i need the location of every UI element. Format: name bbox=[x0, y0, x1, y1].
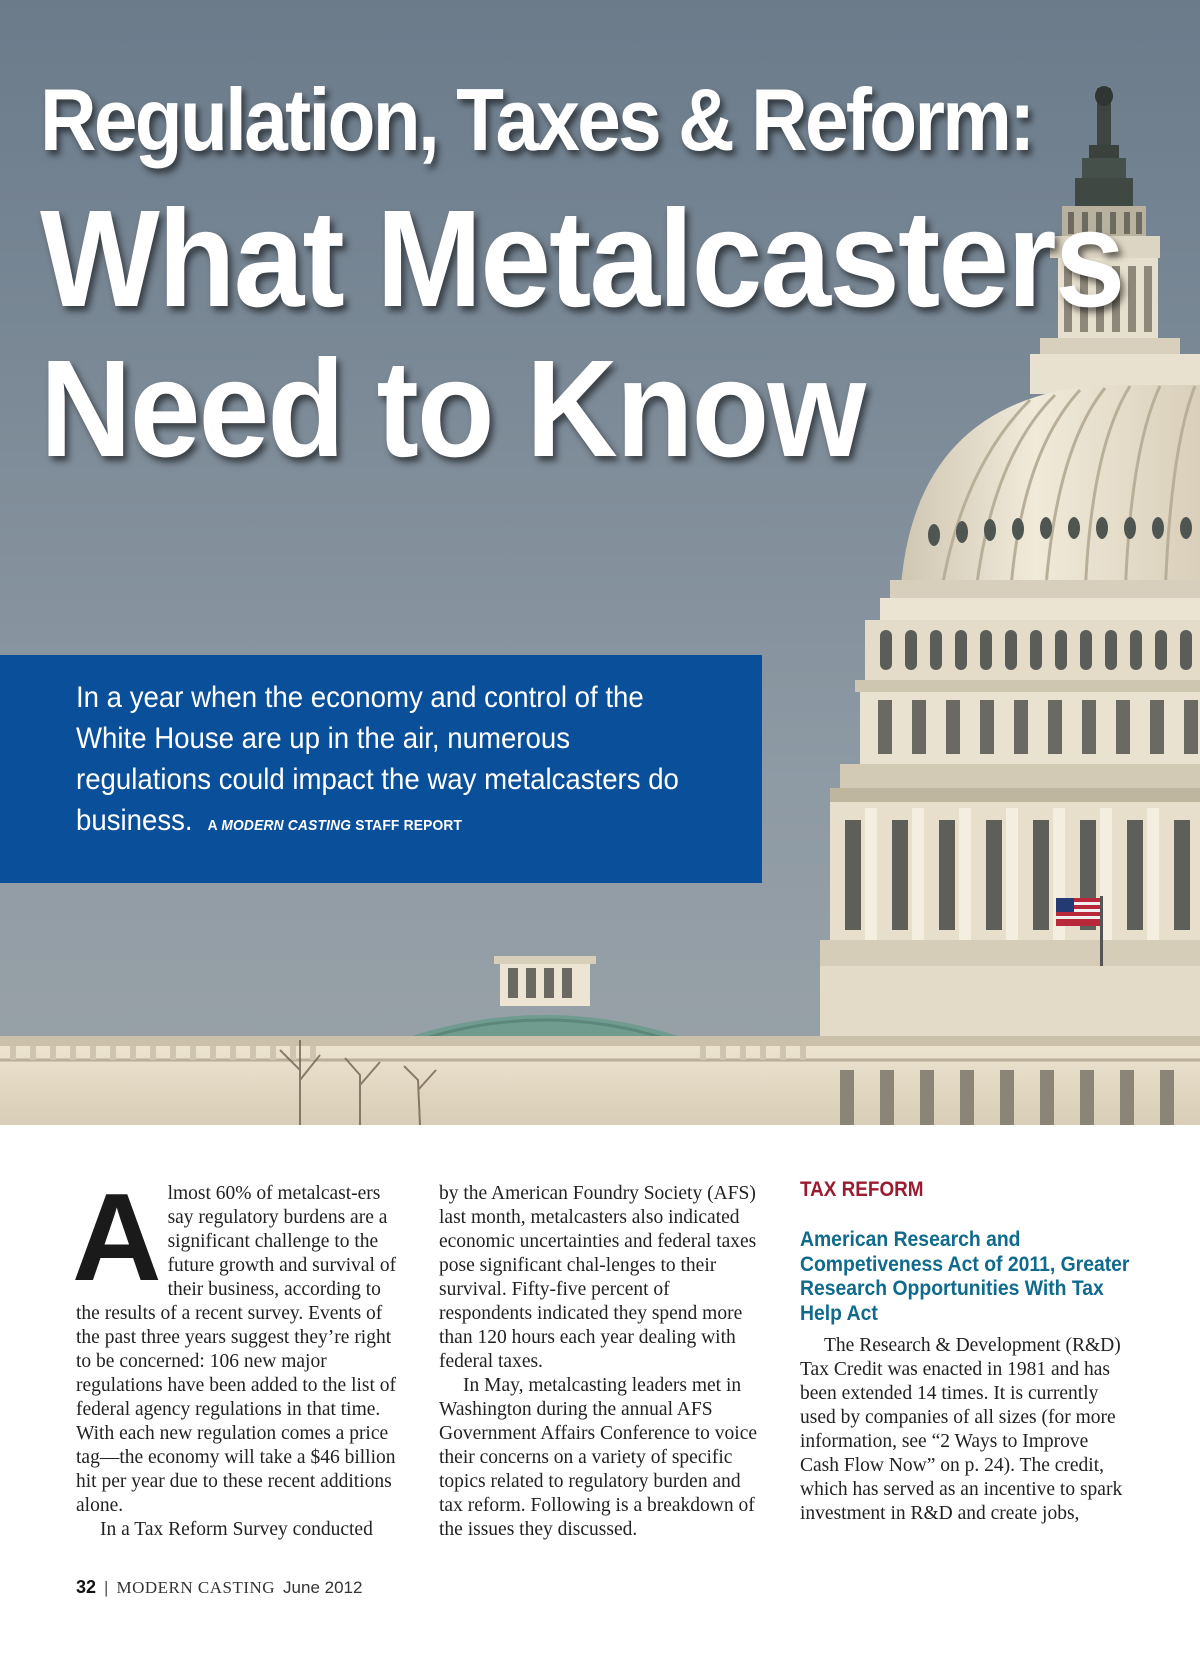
article-column-2 bbox=[439, 1182, 764, 1542]
drop-cap: A bbox=[72, 1169, 162, 1307]
cupola bbox=[400, 956, 690, 1040]
deck-text: In a year when the economy and control of the White House are up in the air, numerous regulations could impact the way metalcasters do business. bbox=[76, 681, 679, 837]
deck-box bbox=[0, 655, 762, 883]
paragraph-rd-credit: The Research & Development (R&D) Tax Credit was enacted in 1981 and has been extended 14 times. It is currently used by companies of all sizes (for more information, see “2 Ways to Improve Cash Flow Now” on p. 24). The credit, which has served as an incentive to spark investment in R&D and create jobs, bbox=[800, 1335, 1123, 1524]
headline-line-1: Regulation, Taxes & Reform: bbox=[40, 70, 1033, 169]
page-number: 32 bbox=[76, 1577, 97, 1597]
upper-drum bbox=[830, 620, 1200, 802]
footer-publication: MODERN CASTING bbox=[116, 1578, 276, 1597]
article-column-1 bbox=[72, 1169, 398, 1542]
headline-line-2: What Metalcasters bbox=[40, 182, 1124, 336]
capitol-building-base bbox=[0, 966, 1200, 1125]
paragraph-survey-cont: by the American Foundry Society (AFS) last month, metalcasters also indicated economic uncertainties and federal taxes pose significant chal-lenges to their survival. Fifty-five percent of respondents indicated they spend more than 120 hours each year dealing with federal taxes. bbox=[439, 1183, 757, 1372]
headline-line-3: Need to Know bbox=[40, 332, 865, 486]
paragraph-survey-start: In a Tax Reform Survey conducted bbox=[100, 1519, 373, 1540]
colonnade bbox=[820, 802, 1200, 966]
footer-separator: | bbox=[104, 1578, 109, 1597]
byline-publication: MODERN CASTING bbox=[221, 817, 352, 834]
footer-date: June 2012 bbox=[283, 1578, 363, 1597]
page-footer bbox=[76, 1577, 362, 1598]
headline bbox=[40, 70, 1190, 484]
section-label-tax-reform: TAX REFORM bbox=[800, 1178, 924, 1201]
paragraph-intro: lmost 60% of metalcast-ers say regulatory burdens are a significant challenge to the future growth and survival of their business, according to the results of a recent survey. Events of the past three years suggest they’re right to be concerned: 106 new major regulations have been added to the list of federal agency regulations in that time. With each new regulation comes a price tag—the economy will take a $46 billion hit per year due to these recent additions alone. bbox=[76, 1183, 397, 1516]
subhead-research-act: American Research and Competiveness Act of 2011, Greater Research Opportunities With Tax Help Act bbox=[800, 1227, 1130, 1325]
article-column-3 bbox=[800, 1334, 1130, 1526]
byline bbox=[208, 817, 463, 834]
paragraph-conference: In May, metalcasting leaders met in Washington during the annual AFS Government Affairs Conference to voice their concerns on a variety of specific topics related to regulatory burden and tax reform. Following is a breakdown of the issues they discussed. bbox=[439, 1375, 758, 1540]
byline-suffix: STAFF REPORT bbox=[355, 817, 463, 834]
deck bbox=[76, 677, 702, 846]
byline-prefix: A bbox=[207, 817, 218, 834]
